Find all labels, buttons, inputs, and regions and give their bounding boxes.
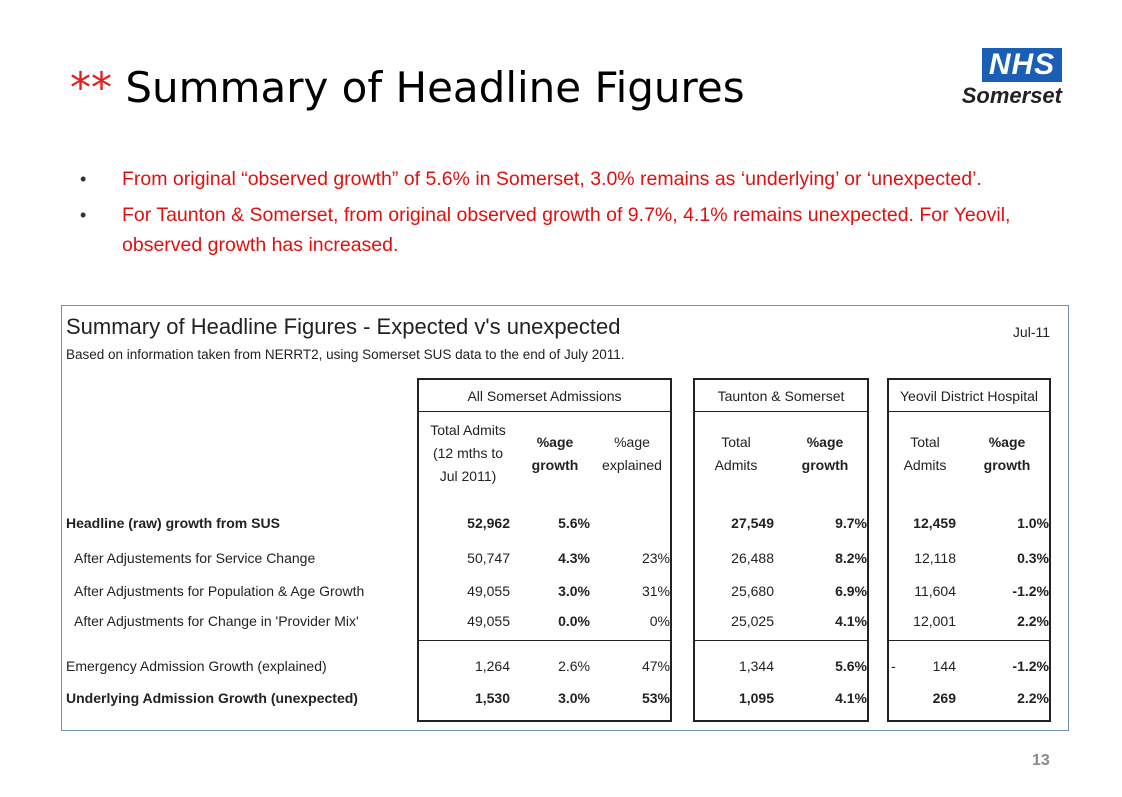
bullet-item: [80, 164, 1060, 194]
cell-ts-total: 27,549: [731, 515, 774, 531]
cell-all-explained: 23%: [641, 550, 670, 566]
bullet-list: [80, 164, 1060, 266]
cell-all-total: 49,055: [467, 613, 510, 629]
cell-ts-growth: 5.6%: [835, 658, 867, 674]
cell-ts-growth: 9.7%: [835, 515, 867, 531]
row-label: Headline (raw) growth from SUS: [66, 515, 280, 531]
nhs-logo: [942, 48, 1062, 112]
divider: [693, 411, 869, 412]
cell-ts-growth: 4.1%: [835, 690, 867, 706]
row-label: After Adjustments for Change in 'Provider Mix': [74, 613, 359, 629]
title-text: Summary of Headline Figures: [125, 63, 745, 112]
nhs-brand: NHS: [982, 48, 1062, 82]
nhs-org-name: Somerset: [961, 83, 1062, 108]
cell-yd-growth: 2.2%: [1017, 690, 1049, 706]
divider: [693, 640, 869, 641]
col-header-ts-growth: %age growth: [801, 434, 849, 473]
divider: [887, 411, 1051, 412]
table-subtitle: Based on information taken from NERRT2, using Somerset SUS data to the end of July 2011.: [66, 347, 625, 362]
row-label: Emergency Admission Growth (explained): [66, 658, 327, 674]
cell-all-growth: 0.0%: [558, 613, 590, 629]
cell-all-growth: 3.0%: [558, 583, 590, 599]
cell-all-growth: 4.3%: [558, 550, 590, 566]
cell-ts-total: 25,025: [731, 613, 774, 629]
cell-ts-total: 1,344: [738, 658, 774, 674]
row-label: After Adjustements for Service Change: [74, 550, 316, 566]
cell-all-growth: 5.6%: [558, 515, 590, 531]
cell-yd-growth: -1.2%: [1012, 658, 1049, 674]
col-header-all-total: Total Admits (12 mths to Jul 2011): [430, 422, 506, 484]
cell-yd-growth: 2.2%: [1017, 613, 1049, 629]
divider: [417, 411, 672, 412]
bullet-text: For Taunton & Somerset, from original observed growth of 9.7%, 4.1% remains unexpected. For Yeovil, observed growth has increased.: [122, 204, 1011, 256]
cell-all-growth: 2.6%: [558, 658, 590, 674]
cell-all-total: 49,055: [467, 583, 510, 599]
page-number: 13: [1032, 752, 1050, 769]
row-label: Underlying Admission Growth (unexpected): [66, 690, 358, 706]
cell-yd-growth: 1.0%: [1017, 515, 1049, 531]
cell-all-explained: 31%: [641, 583, 670, 599]
title-stars: **: [70, 63, 112, 112]
col-header-yd-total: Total Admits: [903, 434, 947, 473]
col-header-all-growth: %age growth: [531, 434, 579, 473]
cell-ts-total: 26,488: [731, 550, 774, 566]
cell-all-total: 50,747: [467, 550, 510, 566]
cell-all-total: 1,264: [474, 658, 510, 674]
cell-yd-total: 11,604: [914, 583, 956, 599]
cell-all-growth: 3.0%: [558, 690, 590, 706]
cell-ts-growth: 4.1%: [835, 613, 867, 629]
bullet-item: [80, 200, 1060, 260]
cell-ts-total: 25,680: [731, 583, 774, 599]
cell-all-explained: 0%: [649, 613, 670, 629]
cell-yd-total: 12,118: [914, 550, 956, 566]
bullet-dot-icon: •: [80, 205, 87, 225]
cell-yd-total: 12,001: [913, 613, 956, 629]
col-header-yd-growth: %age growth: [983, 434, 1031, 473]
cell-ts-growth: 6.9%: [835, 583, 867, 599]
bullet-text: From original “observed growth” of 5.6% in Somerset, 3.0% remains as ‘underlying’ or ‘unexpected’.: [122, 168, 982, 190]
cell-yd-total: 12,459: [913, 515, 956, 531]
table-date: Jul-11: [1012, 324, 1050, 340]
cell-all-explained: 47%: [641, 658, 670, 674]
cell-yd-total: 269: [932, 690, 956, 706]
slide-title: [70, 62, 745, 114]
table-title: Summary of Headline Figures - Expected v's unexpected: [66, 314, 621, 339]
cell-ts-growth: 8.2%: [835, 550, 867, 566]
cell-all-total: 52,962: [467, 515, 510, 531]
divider: [417, 640, 672, 641]
cell-yd-growth: 0.3%: [1017, 550, 1049, 566]
cell-yd-total: 144: [932, 658, 956, 674]
cell-ts-total: 1,095: [738, 690, 774, 706]
col-header-ts-total: Total Admits: [714, 434, 758, 473]
group-header-ts: Taunton & Somerset: [717, 388, 845, 404]
divider: [887, 640, 1051, 641]
cell-all-total: 1,530: [474, 690, 510, 706]
group-header-yeovil: Yeovil District Hospital: [900, 388, 1038, 404]
row-prefix: -: [891, 658, 896, 674]
col-header-all-explained: %age explained: [602, 434, 662, 473]
row-label: After Adjustments for Population & Age Growth: [74, 583, 365, 599]
group-header-all: All Somerset Admissions: [467, 388, 622, 404]
cell-all-explained: 53%: [641, 690, 670, 706]
cell-yd-growth: -1.2%: [1012, 583, 1049, 599]
summary-table-panel: [61, 305, 1069, 731]
bullet-dot-icon: •: [80, 169, 87, 189]
